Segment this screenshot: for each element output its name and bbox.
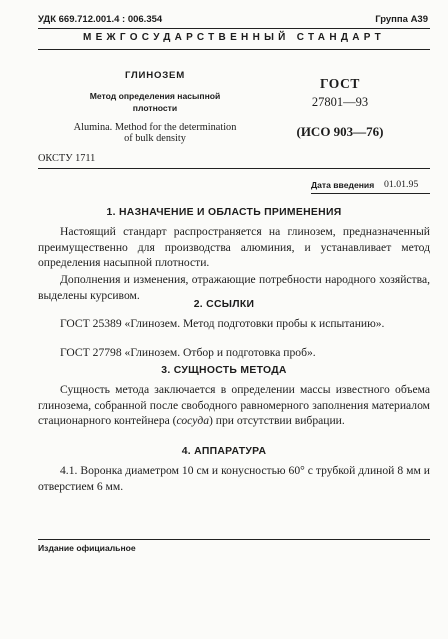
gost-label: ГОСТ xyxy=(319,76,361,91)
section-3-italic-term: сосуда xyxy=(176,414,210,428)
section-1-paragraph-1: Настоящий стандарт распространяется на глинозем, предназначенный преимущественно для производства алюминия, и устанавливает метод определения насыпной плотности. xyxy=(38,225,430,270)
intro-date-value: 01.01.95 xyxy=(384,179,419,190)
section-2-heading: 2. ССЫЛКИ xyxy=(193,299,255,310)
section-1-paragraph-2: Дополнения и изменения, отражающие потребности народного хозяйства, выделены курсивом. xyxy=(38,273,430,302)
section-3-heading: 3. СУЩНОСТЬ МЕТОДА xyxy=(161,365,287,376)
standard-banner: МЕЖГОСУДАРСТВЕННЫЙ СТАНДАРТ xyxy=(82,32,386,43)
title-en-line1: Alumina. Method for the determination xyxy=(73,122,237,133)
section-2-paragraph-1: ГОСТ 25389 «Глинозем. Метод подготовки пробы к испытанию». xyxy=(60,317,385,330)
okstu-code: ОКСТУ 1711 xyxy=(38,153,96,164)
subtitle-ru-line2: плотности xyxy=(132,103,178,113)
section-2-paragraph-2: ГОСТ 27798 «Глинозем. Отбор и подготовка проб». xyxy=(60,346,316,359)
section-3-text-start: Сущность метода заключается в определении массы известного объема глинозема, собранной после свободного равномерного заполнения материалом стационарного контейнера ( xyxy=(38,383,430,428)
section-3-paragraph-1 xyxy=(38,382,430,429)
title-block-rule xyxy=(38,168,430,169)
section-4-heading: 4. АППАРАТУРА xyxy=(181,446,267,457)
intro-date-underline xyxy=(311,193,430,194)
subtitle-ru-line1: Метод определения насыпной xyxy=(89,91,221,101)
section-3-text-end: ) при отсутствии вибрации. xyxy=(209,414,345,428)
title-en-line2: of bulk density xyxy=(124,133,186,144)
section-4-paragraph-1: 4.1. Воронка диаметром 10 см и конусностью 60° с трубкой длиной 8 мм и отверстием 6 мм. xyxy=(38,464,430,493)
banner-bottom-rule xyxy=(38,49,430,50)
iso-reference: (ИСО 903—76) xyxy=(296,124,384,139)
official-edition-note: Издание официальное xyxy=(38,543,136,553)
footer-rule xyxy=(38,539,430,540)
group-code: Группа А39 xyxy=(375,14,428,25)
gost-number: 27801—93 xyxy=(311,95,369,109)
section-1-heading: 1. НАЗНАЧЕНИЕ И ОБЛАСТЬ ПРИМЕНЕНИЯ xyxy=(106,207,342,218)
title-ru: ГЛИНОЗЕМ xyxy=(124,70,186,81)
udc-code: УДК 669.712.001.4 : 006.354 xyxy=(38,14,163,25)
intro-date-label: Дата введения xyxy=(311,180,375,190)
banner-top-rule xyxy=(38,28,430,29)
